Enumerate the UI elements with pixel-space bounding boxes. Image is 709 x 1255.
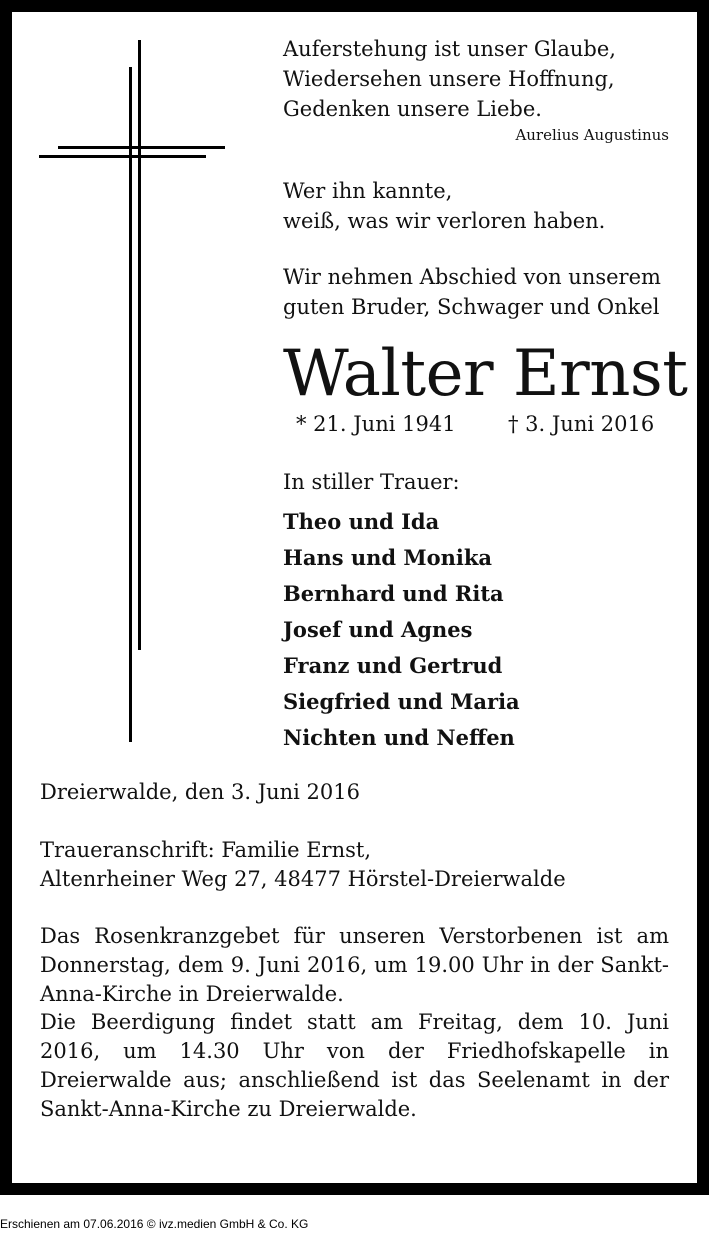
family-member: Josef und Agnes [283,617,473,642]
quote-text: Auferstehung ist unser Glaube, Wiedersehen unsere Hoffnung, Gedenken unsere Liebe. [283,37,616,121]
publication-footer: Erschienen am 07.06.2016 © ivz.medien GmbH & Co. KG [0,1217,309,1231]
family-member: Theo und Ida [283,509,440,534]
deceased-name: Walter Ernst [283,337,688,411]
mourning-label: In stiller Trauer: [283,470,460,494]
mourning-address [40,836,566,894]
family-member: Siegfried und Maria [283,689,520,714]
birth-date: * 21. Juni 1941 [296,412,456,436]
family-member: Nichten und Neffen [283,725,515,750]
place-date: Dreierwalde, den 3. Juni 2016 [40,780,361,804]
family-member: Franz und Gertrud [283,653,503,678]
death-date: † 3. Juni 2016 [508,412,655,436]
family-list [283,504,520,756]
family-member: Bernhard und Rita [283,581,504,606]
rosary-paragraph: Das Rosenkranzgebet für unseren Verstorbenen ist am Donnerstag, dem 9. Juni 2016, um 19.00 Uhr in der Sankt-Anna-Kirche in Dreierwalde. [40,924,669,1006]
funeral-paragraph: Die Beerdigung findet statt am Freitag, dem 10. Juni 2016, um 14.30 Uhr von der Friedhofskapelle in Dreierwalde aus; anschließend ist das Seelenamt in der Sankt-Anna-Kirche zu Dreierwalde. [40,1010,669,1121]
verse-text: Wer ihn kannte, weiß, was wir verloren haben. [283,179,606,233]
address-line: Traueranschrift: Familie Ernst, [40,838,371,862]
quote-author: Aurelius Augustinus [515,126,669,144]
farewell-intro: Wir nehmen Abschied von unserem guten Bruder, Schwager und Onkel [283,265,661,319]
family-member: Hans und Monika [283,545,493,570]
address-line: Altenrheiner Weg 27, 48477 Hörstel-Dreierwalde [40,867,566,891]
